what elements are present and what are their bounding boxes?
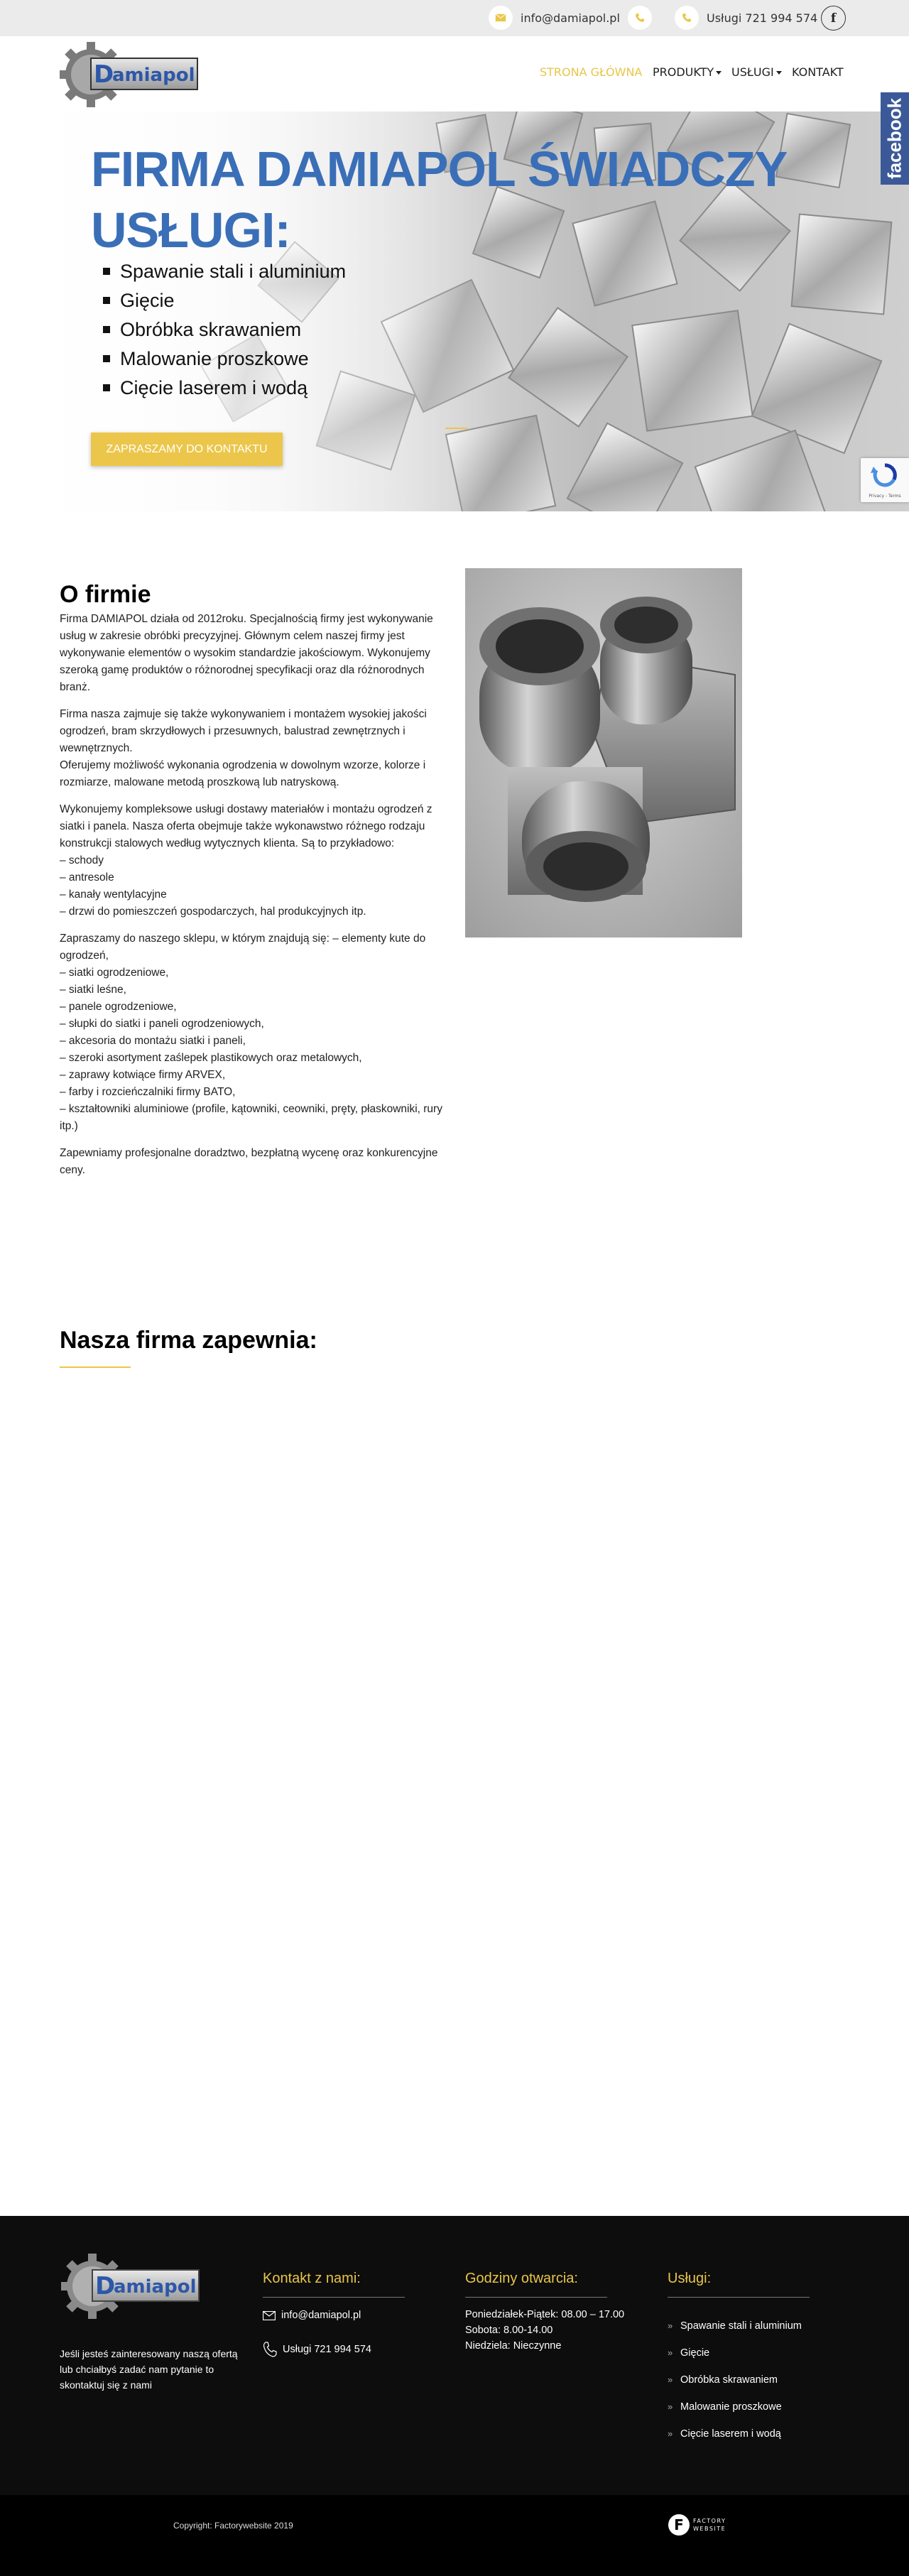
envelope-icon — [489, 6, 513, 30]
nav-services-label: USŁUGI — [731, 65, 774, 79]
hours-line: Sobota: 8.00-14.00 — [465, 2325, 553, 2336]
footer-service-label: Malowanie proszkowe — [680, 2401, 782, 2413]
hero-title: FIRMA DAMIAPOL ŚWIADCZY USŁUGI: — [91, 141, 787, 258]
phone-icon — [628, 6, 652, 30]
footer-divider — [263, 2297, 405, 2298]
machined-parts-photo — [465, 568, 742, 938]
hero-services-list — [103, 257, 346, 403]
footer-service-link[interactable] — [668, 2420, 802, 2447]
list-item: Gięcie — [103, 286, 346, 315]
copyright-text: Copyright: Factorywebsite 2019 — [173, 2521, 293, 2531]
phone-icon — [675, 6, 699, 30]
about-text — [60, 611, 443, 1189]
section-divider — [60, 1366, 131, 1368]
contact-cta-button[interactable]: ZAPRASZAMY DO KONTAKTU — [91, 433, 283, 466]
hours-line: Poniedziałek-Piątek: 08.00 – 17.00 — [465, 2309, 625, 2320]
footer-services-title: Usługi: — [668, 2271, 712, 2286]
double-chevron-right-icon: » — [668, 2320, 673, 2331]
footer-logo — [61, 2253, 203, 2320]
footer-service-label: Obróbka skrawaniem — [680, 2374, 778, 2386]
footer-service-link[interactable] — [668, 2339, 802, 2366]
recaptcha-links: Privacy - Terms — [869, 494, 901, 499]
hours-line: Niedziela: Nieczynne — [465, 2340, 562, 2352]
footer-service-link[interactable] — [668, 2366, 802, 2393]
footer-service-label: Spawanie stali i aluminium — [680, 2320, 802, 2332]
factorywebsite-logo[interactable] — [668, 2511, 731, 2538]
about-paragraph: Firma DAMIAPOL działa od 2012roku. Specjalnością firmy jest wykonywanie usług w zakresie obróbki precyzyjnej. Głównym celem naszej firmy jest wykonywanie elementów o wysokim standardzie jakościowym. Wykonujemy szeroką gamę produktów o różnorodnej specyfikacji oraz dla różnorodnych branż. — [60, 613, 433, 693]
phone-icon — [263, 2341, 277, 2358]
nav-contact[interactable]: KONTAKT — [792, 65, 844, 79]
list-item: Cięcie laserem i wodą — [103, 374, 346, 403]
double-chevron-right-icon: » — [668, 2374, 673, 2385]
recaptcha-badge[interactable] — [861, 458, 909, 502]
copyright-bar — [0, 2495, 909, 2576]
footer-hours-title: Godziny otwarcia: — [465, 2271, 578, 2286]
facebook-side-tab[interactable] — [881, 92, 909, 185]
list-item: Obróbka skrawaniem — [103, 315, 346, 344]
logo-letter: D — [94, 60, 114, 89]
opening-hours — [465, 2307, 624, 2354]
double-chevron-right-icon: » — [668, 2347, 673, 2358]
footer-divider — [465, 2297, 607, 2298]
double-chevron-right-icon: » — [668, 2401, 673, 2412]
factorywebsite-logo-letter: F — [674, 2516, 684, 2533]
factorywebsite-logo-text: FACTORY WEBSITE — [693, 2518, 726, 2532]
site-logo[interactable] — [60, 41, 202, 108]
nav-products[interactable] — [653, 65, 722, 79]
about-paragraph: Zapewniamy profesjonalne doradztwo, bezpłatną wycenę oraz konkurencyjne ceny. — [60, 1147, 438, 1176]
footer-divider — [668, 2297, 810, 2298]
features-title: Nasza firma zapewnia: — [60, 1327, 317, 1354]
list-item: Spawanie stali i aluminium — [103, 257, 346, 286]
topbar-phone-link[interactable]: Usługi 721 994 574 — [707, 11, 818, 25]
chevron-down-icon — [776, 71, 782, 75]
footer-phone[interactable] — [263, 2341, 371, 2358]
about-paragraph: Wykonujemy kompleksowe usługi dostawy materiałów i montażu ogrodzeń z siatki i panela. Nasza oferta obejmuje także wykonawstwo różnego rodzaju konstrukcji stalowych według wytycznych klienta. Są to przykładowo: – schody – antresole – kanały wentylacyjne – drzwi do pomieszczeń gospodarczych, hal produkcyjnych itp. — [60, 803, 432, 918]
footer-services-list — [668, 2313, 802, 2447]
footer-phone-text: Usługi 721 994 574 — [283, 2343, 371, 2355]
footer-service-link[interactable] — [668, 2313, 802, 2339]
logo-text: amiapol — [112, 65, 195, 86]
facebook-icon[interactable]: f — [821, 6, 846, 31]
list-item: Malowanie proszkowe — [103, 344, 346, 374]
footer-contact-title: Kontakt z nami: — [263, 2271, 361, 2286]
footer-service-link[interactable] — [668, 2393, 802, 2420]
footer-service-label: Gięcie — [680, 2347, 710, 2359]
footer-email-text: info@damiapol.pl — [281, 2310, 361, 2321]
about-paragraph: Firma nasza zajmuje się także wykonywaniem i montażem wysokiej jakości ogrodzeń, bram skrzydłowych i przesuwnych, balustrad zewnętrznych i wewnętrznych. Oferujemy możliwość wykonania ogrodzenia w dowolnym wzorze, kolorze i rozmiarze, malowane metodą proszkową lub natryskową. — [60, 708, 427, 788]
about-title: O firmie — [60, 581, 151, 608]
envelope-icon — [263, 2311, 276, 2320]
nav-home[interactable]: STRONA GŁÓWNA — [540, 65, 643, 79]
topbar-email-link[interactable]: info@damiapol.pl — [521, 11, 620, 25]
footer-logo-text: amiapol — [114, 2276, 197, 2298]
footer-intro-text: Jeśli jesteś zainteresowany naszą ofertą lub chciałbyś zadać nam pytanie to skontaktuj się z nami — [60, 2348, 238, 2391]
facebook-side-label: facebook — [883, 97, 905, 180]
slider-indicator[interactable] — [445, 428, 468, 429]
footer-service-label: Cięcie laserem i wodą — [680, 2428, 781, 2440]
top-bar — [0, 0, 909, 36]
footer-logo-letter: D — [95, 2272, 116, 2300]
chevron-down-icon — [716, 71, 722, 75]
footer-email[interactable] — [263, 2310, 361, 2321]
recaptcha-icon — [861, 458, 909, 494]
nav-products-label: PRODUKTY — [653, 65, 714, 79]
about-paragraph: Zapraszamy do naszego sklepu, w którym znajdują się: – elementy kute do ogrodzeń, – siatki ogrodzeniowe, – siatki leśne, – panele ogrodzeniowe, – słupki do siatki i paneli ogrodzeniowych, – akcesoria do montażu siatki i paneli, – szeroki asortyment zaślepek plastikowych oraz metalowych, – zaprawy kotwiące firmy ARVEX, – farby i rozcieńczalniki firmy BATO, – kształtowniki aluminiowe (profile, kątowniki, ceowniki, pręty, płaskowniki, rury itp.) — [60, 933, 442, 1132]
double-chevron-right-icon: » — [668, 2428, 673, 2439]
nav-services[interactable] — [731, 65, 782, 79]
